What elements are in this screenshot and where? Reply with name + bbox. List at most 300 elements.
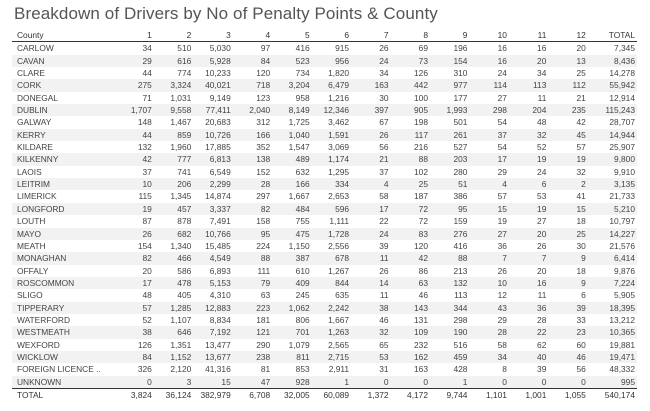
value-cell: 55,942 <box>588 79 637 91</box>
value-cell: 54 <box>497 117 507 128</box>
value-cell: 17 <box>469 153 508 165</box>
table-row <box>12 314 637 326</box>
value-cell: 23 <box>548 326 587 338</box>
value-cell: 4 <box>351 178 390 190</box>
value-cell: 86 <box>418 265 428 276</box>
value-cell: 120 <box>256 68 271 79</box>
value-cell: 523 <box>272 55 311 67</box>
value-cell: 15,485 <box>205 240 231 251</box>
value-cell: 88 <box>391 153 430 165</box>
value-cell: 63 <box>391 277 430 289</box>
value-cell: 1,725 <box>288 117 310 128</box>
value-cell: 154 <box>137 240 152 251</box>
table-row <box>12 153 637 165</box>
value-cell: 37 <box>142 166 152 177</box>
value-cell: 38 <box>114 326 153 338</box>
value-cell: 12,883 <box>193 302 232 314</box>
value-cell: 17 <box>351 203 390 215</box>
value-cell: 10 <box>114 178 153 190</box>
table-row <box>12 166 637 178</box>
value-cell: 10,797 <box>609 216 635 227</box>
value-cell: 39 <box>379 240 389 251</box>
value-cell: 54 <box>497 142 507 153</box>
table-row <box>12 92 637 104</box>
county-cell: LAOIS <box>17 166 42 177</box>
value-cell: 489 <box>272 153 311 165</box>
value-cell: 6,549 <box>209 166 231 177</box>
value-cell: 928 <box>272 376 311 389</box>
value-cell: 72 <box>391 203 430 215</box>
value-cell: 32 <box>509 129 548 141</box>
value-cell: 20 <box>576 43 586 54</box>
value-cell: 26 <box>537 240 547 251</box>
value-cell: 131 <box>414 314 428 325</box>
table-row <box>12 116 637 128</box>
value-cell: 187 <box>414 191 428 202</box>
county-cell: ROSCOMMON <box>12 277 114 289</box>
value-cell: 11 <box>537 92 547 103</box>
value-cell: 198 <box>414 117 428 128</box>
value-cell: 17,885 <box>205 142 231 153</box>
value-cell: 586 <box>177 265 192 276</box>
value-cell: 39 <box>537 364 547 375</box>
value-cell: 48 <box>142 290 152 301</box>
value-cell: 3,824 <box>114 388 153 401</box>
value-cell: 9 <box>548 252 587 264</box>
value-cell: 52 <box>142 314 152 325</box>
value-cell: 14,874 <box>205 191 231 202</box>
value-cell: 466 <box>154 252 193 264</box>
value-cell: 10,233 <box>205 68 231 79</box>
value-cell: 24 <box>351 228 390 240</box>
value-cell: 163 <box>414 364 428 375</box>
value-cell: 806 <box>295 314 310 325</box>
value-cell: 20 <box>509 55 548 67</box>
table-row <box>12 302 637 314</box>
table-row <box>12 265 637 277</box>
value-cell: 14 <box>351 277 390 289</box>
value-cell: 15 <box>548 203 587 215</box>
value-cell: 28 <box>469 326 508 338</box>
value-cell: 159 <box>453 216 468 227</box>
table-total-row <box>12 388 637 401</box>
value-cell: 73 <box>391 55 430 67</box>
value-cell: 4 <box>469 178 508 190</box>
value-cell: 1,285 <box>154 302 193 314</box>
value-cell: 397 <box>351 104 390 116</box>
value-cell: 1 <box>430 376 469 389</box>
value-cell: 0 <box>469 376 508 389</box>
column-header-3[interactable]: 3 <box>193 29 232 42</box>
value-cell: 57 <box>576 142 586 153</box>
value-cell: 44 <box>114 129 153 141</box>
value-cell: 915 <box>335 43 350 54</box>
value-cell: 646 <box>154 326 193 338</box>
value-cell: 16 <box>469 55 508 67</box>
value-cell: 811 <box>272 351 311 363</box>
value-cell: 386 <box>453 191 468 202</box>
county-cell: DONEGAL <box>17 92 58 103</box>
column-header-11[interactable]: 11 <box>509 29 548 42</box>
value-cell: 132 <box>137 142 152 153</box>
value-cell: 56 <box>379 142 389 153</box>
value-cell: 34 <box>142 43 152 54</box>
county-cell: MAYO <box>12 228 114 240</box>
value-cell: 51 <box>430 178 469 190</box>
value-cell: 457 <box>154 203 193 215</box>
value-cell: 83 <box>391 228 430 240</box>
value-cell: 28 <box>233 178 272 190</box>
value-cell: 11 <box>351 252 390 264</box>
value-cell: 15 <box>193 376 232 389</box>
table-row <box>12 141 637 153</box>
value-cell: 540,174 <box>588 388 637 401</box>
column-header-8[interactable]: 8 <box>391 29 430 42</box>
value-cell: 40 <box>509 351 548 363</box>
column-header-9[interactable]: 9 <box>430 29 469 42</box>
value-cell: 1,216 <box>328 92 350 103</box>
value-cell: 19,881 <box>609 339 635 350</box>
column-header-total[interactable]: TOTAL <box>588 29 637 42</box>
value-cell: 701 <box>272 326 311 338</box>
value-cell: 32 <box>576 166 586 177</box>
value-cell: 15 <box>469 203 508 215</box>
value-cell: 56 <box>576 364 586 375</box>
value-cell: 312 <box>256 117 271 128</box>
value-cell: 102 <box>414 166 428 177</box>
value-cell: 245 <box>295 290 310 301</box>
value-cell: 632 <box>295 166 310 177</box>
value-cell: 87 <box>142 216 152 227</box>
table-row <box>12 376 637 389</box>
value-cell: 26 <box>351 129 390 141</box>
county-cell: CARLOW <box>17 43 54 54</box>
value-cell: 11 <box>379 290 389 301</box>
value-cell: 25 <box>391 178 430 190</box>
value-cell: 310 <box>453 68 468 79</box>
value-cell: 10,766 <box>193 228 232 240</box>
column-header-2[interactable]: 2 <box>154 29 193 42</box>
table-header-row <box>12 29 637 42</box>
value-cell: 741 <box>177 166 192 177</box>
value-cell: 53 <box>537 191 547 202</box>
value-cell: 3,462 <box>328 117 350 128</box>
value-cell: 44 <box>142 68 152 79</box>
value-cell: 113 <box>454 290 468 301</box>
value-cell: 8,834 <box>209 314 231 325</box>
value-cell: 1,351 <box>170 339 192 350</box>
value-cell: 1,295 <box>328 166 350 177</box>
value-cell: 9,558 <box>154 104 193 116</box>
value-cell: 52 <box>537 142 547 153</box>
value-cell: 26 <box>379 43 389 54</box>
value-cell: 635 <box>335 290 350 301</box>
value-cell: 1,345 <box>170 191 192 202</box>
value-cell: 30 <box>576 240 586 251</box>
value-cell: 21,576 <box>609 240 635 251</box>
value-cell: 1,707 <box>114 104 153 116</box>
value-cell: 261 <box>430 129 469 141</box>
value-cell: 100 <box>414 92 428 103</box>
value-cell: 213 <box>453 265 468 276</box>
value-cell: 6 <box>509 178 548 190</box>
value-cell: 1,055 <box>548 388 587 401</box>
value-cell: 20,683 <box>205 117 231 128</box>
value-cell: 18,395 <box>588 302 637 314</box>
value-cell: 29 <box>114 55 153 67</box>
value-cell: 409 <box>272 277 311 289</box>
value-cell: 2,565 <box>328 339 350 350</box>
value-cell: 2,120 <box>170 364 192 375</box>
value-cell: 4,549 <box>193 252 232 264</box>
table-row <box>12 203 637 215</box>
table-row <box>12 42 637 55</box>
value-cell: 1,152 <box>154 351 193 363</box>
value-cell: 18 <box>576 216 586 227</box>
value-cell: 2,299 <box>193 178 232 190</box>
value-cell: 6,708 <box>233 388 272 401</box>
value-cell: 13,477 <box>205 339 231 350</box>
value-cell: 1,263 <box>312 326 351 338</box>
value-cell: 40,021 <box>193 79 232 91</box>
value-cell: 2,653 <box>328 191 350 202</box>
value-cell: 516 <box>453 339 468 350</box>
value-cell: 527 <box>453 142 468 153</box>
value-cell: 774 <box>177 68 192 79</box>
value-cell: 72 <box>418 216 428 227</box>
value-cell: 5,905 <box>614 290 635 301</box>
value-cell: 82 <box>114 252 153 264</box>
value-cell: 132 <box>430 277 469 289</box>
value-cell: 58 <box>379 191 389 202</box>
value-cell: 43 <box>469 302 508 314</box>
table-row <box>12 190 637 202</box>
value-cell: 6 <box>581 290 586 301</box>
value-cell: 36,124 <box>154 388 193 401</box>
value-cell: 190 <box>430 326 469 338</box>
value-cell: 344 <box>430 302 469 314</box>
value-cell: 12,346 <box>312 104 351 116</box>
value-cell: 82 <box>233 203 272 215</box>
county-cell: TOTAL <box>12 388 114 401</box>
column-header-1[interactable]: 1 <box>114 29 153 42</box>
value-cell: 203 <box>430 153 469 165</box>
value-cell: 1,107 <box>170 314 192 325</box>
value-cell: 26 <box>114 228 153 240</box>
value-cell: 60,089 <box>312 388 351 401</box>
county-cell: WESTMEATH <box>12 326 114 338</box>
column-header-12[interactable]: 12 <box>548 29 587 42</box>
value-cell: 334 <box>312 178 351 190</box>
value-cell: 1,467 <box>170 117 192 128</box>
value-cell: 113 <box>509 79 548 91</box>
value-cell: 0 <box>351 376 390 389</box>
value-cell: 4,172 <box>391 388 430 401</box>
value-cell: 616 <box>154 55 193 67</box>
value-cell: 9,149 <box>209 92 231 103</box>
county-cell: LEITRIM <box>12 178 114 190</box>
value-cell: 2,040 <box>233 104 272 116</box>
value-cell: 956 <box>312 55 351 67</box>
value-cell: 6,893 <box>209 265 231 276</box>
value-cell: 1,062 <box>272 302 311 314</box>
value-cell: 7,192 <box>193 326 232 338</box>
value-cell: 8,436 <box>588 55 637 67</box>
value-cell: 405 <box>177 290 192 301</box>
value-cell: 501 <box>453 117 468 128</box>
value-cell: 62 <box>537 339 547 350</box>
value-cell: 844 <box>312 277 351 289</box>
value-cell: 154 <box>430 55 469 67</box>
county-cell: UNKNOWN <box>12 376 114 389</box>
value-cell: 1,993 <box>430 104 469 116</box>
value-cell: 958 <box>295 92 310 103</box>
value-cell: 97 <box>260 43 271 54</box>
value-cell: 5,210 <box>588 203 637 215</box>
table-row <box>12 363 637 375</box>
value-cell: 12 <box>497 290 507 301</box>
value-cell: 1,101 <box>469 388 508 401</box>
column-header-10[interactable]: 10 <box>469 29 508 42</box>
value-cell: 1,040 <box>272 129 311 141</box>
value-cell: 57 <box>114 302 153 314</box>
table-row <box>12 228 637 240</box>
value-cell: 65 <box>379 339 389 350</box>
table-row <box>12 79 637 91</box>
value-cell: 13 <box>548 55 587 67</box>
table-row <box>12 240 637 252</box>
value-cell: 298 <box>469 104 508 116</box>
value-cell: 5,153 <box>193 277 232 289</box>
county-cell: WICKLOW <box>12 351 114 363</box>
value-cell: 36 <box>509 302 548 314</box>
value-cell: 14,944 <box>588 129 637 141</box>
value-cell: 27 <box>497 92 507 103</box>
value-cell: 326 <box>137 364 152 375</box>
county-cell: CORK <box>12 79 114 91</box>
county-cell: DUBLIN <box>12 104 114 116</box>
table-row <box>12 326 637 338</box>
table-row <box>12 339 637 351</box>
value-cell: 166 <box>272 178 311 190</box>
value-cell: 1,031 <box>170 92 192 103</box>
value-cell: 2,911 <box>328 364 350 375</box>
value-cell: 115,243 <box>588 104 637 116</box>
value-cell: 382,979 <box>193 388 232 401</box>
value-cell: 46 <box>418 290 428 301</box>
value-cell: 1,111 <box>329 216 350 227</box>
value-cell: 10,726 <box>193 129 232 141</box>
value-cell: 2 <box>548 178 587 190</box>
column-header-6[interactable]: 6 <box>312 29 351 42</box>
value-cell: 121 <box>233 326 272 338</box>
table-row <box>12 104 637 116</box>
value-cell: 3,069 <box>328 142 350 153</box>
county-cell: WEXFORD <box>17 339 60 350</box>
value-cell: 475 <box>272 228 311 240</box>
value-cell: 3,204 <box>272 79 311 91</box>
value-cell: 7 <box>469 252 508 264</box>
value-cell: 298 <box>453 314 468 325</box>
value-cell: 25,907 <box>609 142 635 153</box>
value-cell: 459 <box>430 351 469 363</box>
value-cell: 38 <box>351 302 390 314</box>
value-cell: 7,491 <box>209 216 231 227</box>
value-cell: 7,224 <box>588 277 637 289</box>
value-cell: 20 <box>509 228 548 240</box>
value-cell: 290 <box>256 339 271 350</box>
value-cell: 138 <box>233 153 272 165</box>
value-cell: 7,345 <box>614 43 635 54</box>
column-header-4[interactable]: 4 <box>233 29 272 42</box>
value-cell: 0 <box>548 376 587 389</box>
page-title: Breakdown of Drivers by No of Penalty Points & County <box>14 4 438 23</box>
value-cell: 3 <box>154 376 193 389</box>
value-cell: 126 <box>414 68 428 79</box>
column-header-7[interactable]: 7 <box>351 29 390 42</box>
value-cell: 21 <box>576 92 586 103</box>
table-row <box>12 277 637 289</box>
value-cell: 7 <box>509 252 548 264</box>
value-cell: 206 <box>154 178 193 190</box>
value-cell: 1,267 <box>328 265 350 276</box>
column-header-county[interactable]: County <box>12 29 114 42</box>
value-cell: 29 <box>497 314 507 325</box>
value-cell: 46 <box>548 351 587 363</box>
value-cell: 853 <box>295 364 310 375</box>
value-cell: 53 <box>351 351 390 363</box>
value-cell: 484 <box>272 203 311 215</box>
value-cell: 95 <box>233 228 272 240</box>
value-cell: 0 <box>114 376 153 389</box>
value-cell: 1,667 <box>288 191 310 202</box>
value-cell: 13,212 <box>609 314 635 325</box>
value-cell: 428 <box>453 364 468 375</box>
value-cell: 34 <box>379 68 389 79</box>
value-cell: 58 <box>497 339 507 350</box>
value-cell: 111 <box>257 265 271 276</box>
value-cell: 28,707 <box>609 117 635 128</box>
value-cell: 224 <box>256 240 271 251</box>
value-cell: 117 <box>391 129 430 141</box>
value-cell: 2,556 <box>328 240 350 251</box>
value-cell: 1,820 <box>328 68 350 79</box>
value-cell: 26 <box>379 265 389 276</box>
value-cell: 5,928 <box>193 55 232 67</box>
value-cell: 46 <box>379 314 389 325</box>
value-cell: 718 <box>233 79 272 91</box>
value-cell: 8,149 <box>272 104 311 116</box>
table-row <box>12 129 637 141</box>
value-cell: 42 <box>576 117 586 128</box>
column-header-5[interactable]: 5 <box>272 29 311 42</box>
value-cell: 48 <box>537 117 547 128</box>
value-cell: 79 <box>233 277 272 289</box>
value-cell: 6,479 <box>312 79 351 91</box>
value-cell: 1,001 <box>509 388 548 401</box>
value-cell: 859 <box>154 129 193 141</box>
value-cell: 12,914 <box>609 92 635 103</box>
value-cell: 34 <box>537 68 547 79</box>
value-cell: 478 <box>154 277 193 289</box>
value-cell: 152 <box>256 166 271 177</box>
value-cell: 3,324 <box>154 79 193 91</box>
value-cell: 20 <box>142 265 152 276</box>
value-cell: 0 <box>509 376 548 389</box>
value-cell: 26 <box>497 265 507 276</box>
value-cell: 126 <box>137 339 152 350</box>
value-cell: 28 <box>537 314 547 325</box>
